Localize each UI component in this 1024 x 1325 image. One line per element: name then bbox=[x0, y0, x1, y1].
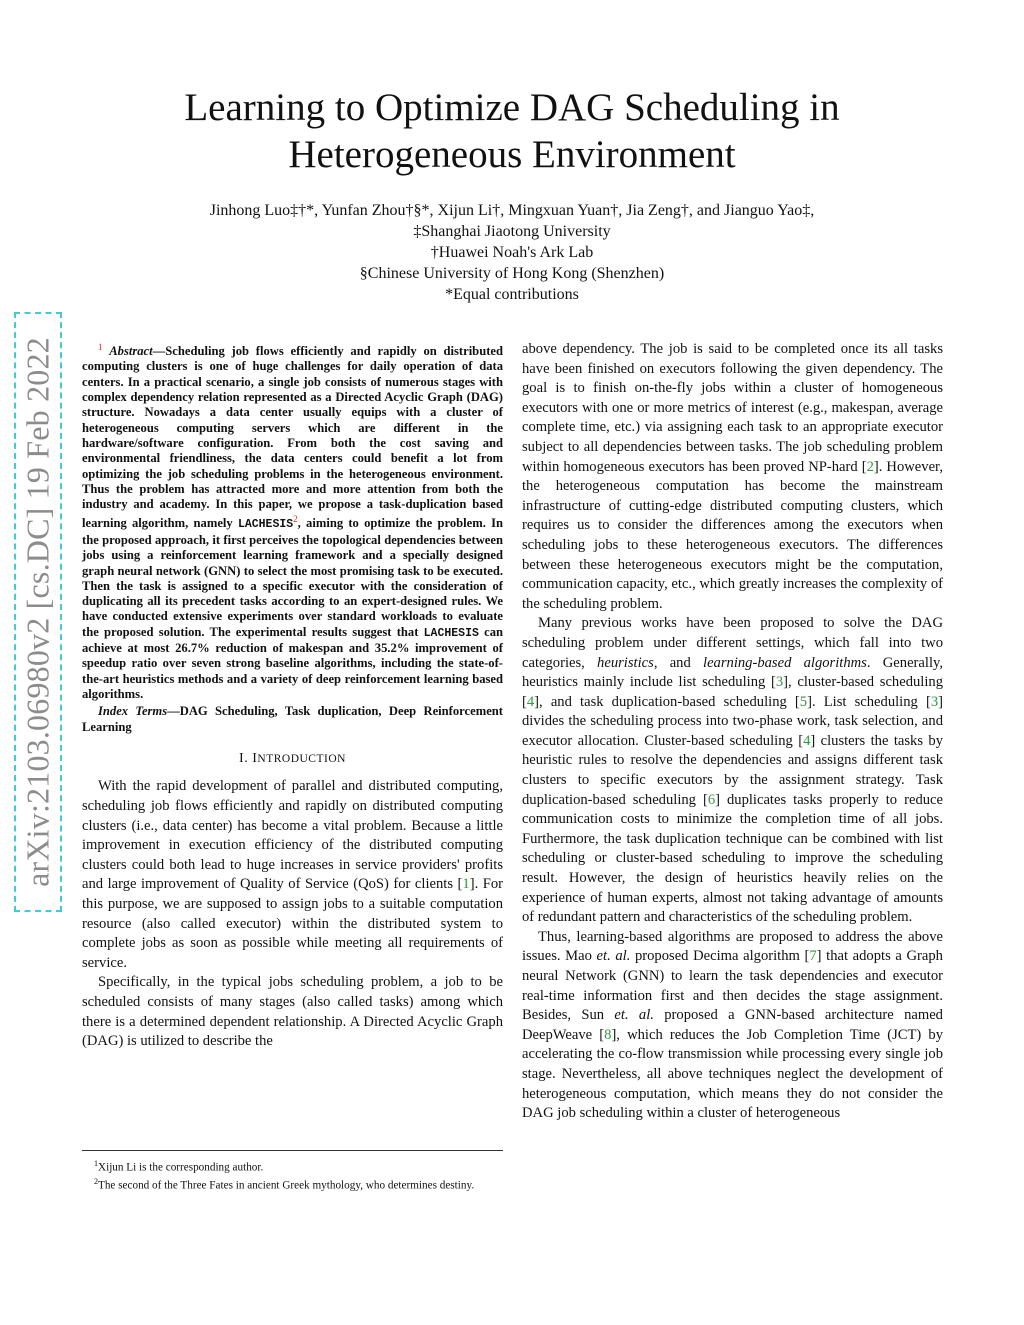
citation-link[interactable]: 2 bbox=[866, 458, 874, 475]
paper-title: Learning to Optimize DAG Scheduling in Heterogeneous Environment bbox=[184, 86, 840, 176]
paragraph-text: ] divides the scheduling process into two-phase work, task selection, and executor allocation. Cluster-based scheduling [ bbox=[522, 693, 943, 749]
abstract-heading: Abstract bbox=[109, 344, 153, 359]
paragraph-text: ]. List scheduling [ bbox=[807, 693, 931, 710]
index-terms-text: —DAG Scheduling, Task duplication, Deep Reinforcement Learning bbox=[82, 704, 503, 734]
abstract-text: —Scheduling job flows efficiently and rapidly on distributed computing clusters is one of huge challenges for daily operation of data centers. In a practical scenario, a single job consists of numerous stages with complex dependency relation represented as a Directed Acyclic Graph (DAG) structure. Nowadays a data center usually equips with a cluster of heterogeneous computing servers which are different in the hardware/software configuration. From both the cost saving and environmental friendliness, the data centers could benefit a lot from optimizing the job scheduling problems in the heterogeneous environment. Thus the problem has attracted more and more attention from both the industry and academy. In this paper, we propose a task-duplication based learning algorithm, namely bbox=[82, 344, 503, 531]
arxiv-stamp bbox=[14, 312, 62, 912]
paragraph-text: ] clusters the tasks by heuristic rules to resolve the dependencies and assigns different task clusters to specific executors by the assignment strategy. Task duplication-based scheduling [ bbox=[522, 732, 943, 808]
paragraph-text: . Generally, heuristics mainly include list scheduling [ bbox=[522, 654, 943, 691]
paragraph-text: With the rapid development of parallel and distributed computing, scheduling job flows efficiently and rapidly on distributed computing clusters (i.e., data center) has become a vital problem. Because a little improvement in execution efficiency of the distributed computing clusters could both lead to huge increases in service providers' profits and large improvement of Quality of Service (QoS) for clients [ bbox=[82, 778, 503, 893]
footnotes bbox=[82, 1150, 503, 1192]
index-terms-heading: Index Terms bbox=[98, 704, 168, 719]
footnote bbox=[82, 1175, 503, 1193]
paragraph-text: Many previous works have been proposed to solve the DAG scheduling problem under different settings, which fall into two categories, bbox=[522, 615, 943, 671]
paragraph: Specifically, in the typical jobs scheduling problem, a job to be scheduled consists of many stages (also called tasks) among which there is a determined dependent relationship. A Directed Acyclic Graph (DAG) is utilized to describe the bbox=[82, 974, 503, 1050]
citation-link[interactable]: 4 bbox=[526, 693, 535, 710]
citation-link[interactable]: 4 bbox=[803, 732, 811, 749]
citation-link[interactable]: 7 bbox=[809, 948, 817, 965]
emphasis: heuristics bbox=[597, 654, 654, 671]
right-column bbox=[522, 340, 943, 1124]
paragraph bbox=[522, 928, 943, 1124]
affiliation: §Chinese University of Hong Kong (Shenzhen) bbox=[359, 265, 665, 282]
abstract-text: , aiming to optimize the problem. In the proposed approach, it first perceives the topological dependencies between jobs using a reinforcement learning framework and a specially designed graph neural network (GNN) to select the most promising task to be executed. Then the task is assigned to a specific executor with the consideration of duplicating all its precedent tasks according to an expert-designed rules. We have conducted extensive experiments over standard workloads to evaluate the proposed solution. The experimental results suggest that bbox=[82, 516, 503, 639]
citation-link[interactable]: 5 bbox=[799, 693, 808, 710]
section-heading bbox=[82, 749, 503, 770]
abstract bbox=[82, 340, 503, 702]
arxiv-identifier: arXiv:2103.06980v2 [cs.DC] 19 Feb 2022 bbox=[19, 337, 56, 887]
paragraph-text: , and bbox=[653, 654, 704, 671]
method-name: LACHESIS bbox=[237, 518, 294, 532]
paragraph-text: Thus, learning-based algorithms are proposed to address the above issues. Mao bbox=[522, 928, 943, 965]
section-title-rest: NTRODUCTION bbox=[257, 752, 346, 765]
footnote-text: The second of the Three Fates in ancient Greek mythology, who determines destiny. bbox=[98, 1179, 475, 1192]
paragraph-text: ]. However, the heterogeneous computation has become the mainstream infrastructure of cutting-edge distributed computing clusters, which requires us to consider the differences among the executors when scheduling jobs to these heterogeneous executors. The differences between these heterogeneous executors might be the computation, communication capacity, etc., which greatly increases the complexity of the scheduling problem. bbox=[522, 458, 943, 612]
emphasis: et. al. bbox=[596, 948, 631, 965]
section-title-initial: I bbox=[252, 750, 258, 766]
paragraph-text: above dependency. The job is said to be completed once its all tasks have been finished on executors following the given dependency. The goal is to finish on-the-fly jobs within a cluster of homogeneous executors with one or more metrics of interest (e.g., makespan, average complete time, etc.) via assigning each task to an appropriate executor subject to all dependencies between tasks. The job scheduling problem within homogeneous executors has been proved NP-hard [ bbox=[522, 341, 943, 475]
citation-link[interactable]: 6 bbox=[707, 791, 716, 808]
citation-link[interactable]: 8 bbox=[604, 1026, 612, 1043]
author-block bbox=[60, 200, 964, 305]
author-list: Jinhong Luo‡†*, Yunfan Zhou†§*, Xijun Li†, Mingxuan Yuan†, Jia Zeng†, and Jianguo Yao‡, bbox=[209, 202, 815, 219]
emphasis: et. al. bbox=[614, 1007, 654, 1024]
footnote-marker[interactable]: 1 bbox=[98, 342, 103, 352]
paragraph bbox=[522, 614, 943, 928]
footnote bbox=[82, 1157, 503, 1175]
paragraph-text: ]. For this purpose, we are supposed to assign jobs to a suitable computation resource (also called executor) within the distributed system to complete jobs as soon as possible while meeting all requirements of service. bbox=[82, 876, 503, 971]
paragraph-text: ], and task duplication-based scheduling [ bbox=[534, 693, 800, 710]
citation-link[interactable]: 3 bbox=[775, 674, 784, 691]
paragraph-text: proposed a GNN-based architecture named DeepWeave [ bbox=[522, 1007, 943, 1043]
paragraph bbox=[82, 777, 503, 973]
abstract-text: can achieve at most 26.7% reduction of makespan and 35.2% improvement of speedup ratio over seven strong baseline algorithms, including the state-of-the-art heuristics methods and a variety of deep reinforcement learning based algorithms. bbox=[82, 624, 503, 701]
paragraph bbox=[522, 340, 943, 614]
footnote-number: 2 bbox=[94, 1176, 98, 1186]
paragraph-text: ] that adopts a Graph neural Network (GNN) to learn the task dependencies and executor real-time information first and then decides the stage assignment. Besides, Sun bbox=[522, 948, 943, 1024]
citation-link[interactable]: 3 bbox=[930, 693, 939, 710]
footnote-number: 1 bbox=[94, 1159, 98, 1168]
footnote-text: Xijun Li is the corresponding author. bbox=[98, 1161, 264, 1174]
emphasis: learning-based algorithms bbox=[703, 654, 867, 671]
section-number: I. bbox=[239, 750, 249, 766]
paragraph-text: ], cluster-based scheduling [ bbox=[522, 674, 943, 710]
paragraph-text: proposed Decima algorithm [ bbox=[630, 948, 810, 965]
equal-contribution-note: *Equal contributions bbox=[445, 286, 579, 303]
index-terms bbox=[82, 704, 503, 735]
affiliation: †Huawei Noah's Ark Lab bbox=[430, 244, 594, 261]
method-name: LACHESIS bbox=[423, 626, 479, 640]
paragraph-text: ], which reduces the Job Completion Time (JCT) by accelerating the co-flow transmission while processing every single job stage. Nevertheless, all above techniques neglect the development of heterogeneous computation, which means they do not consider the DAG job scheduling within a cluster of heterogeneous bbox=[522, 1026, 943, 1122]
paragraph-text: ] duplicates tasks properly to reduce communication costs to minimize the completion time of all jobs. Furthermore, the task duplication technique can be combined with list scheduling or cluster-based scheduling to improve the scheduling result. However, the design of heuristics heavily relies on the experience of human experts, almost not taking advantage of amounts of redundant pattern and characteristics of the scheduling problem. bbox=[522, 791, 943, 926]
footnote-marker[interactable]: 2 bbox=[293, 514, 298, 525]
left-column bbox=[82, 340, 503, 1052]
citation-link[interactable]: 1 bbox=[462, 876, 470, 893]
affiliation: ‡Shanghai Jiaotong University bbox=[413, 223, 611, 240]
